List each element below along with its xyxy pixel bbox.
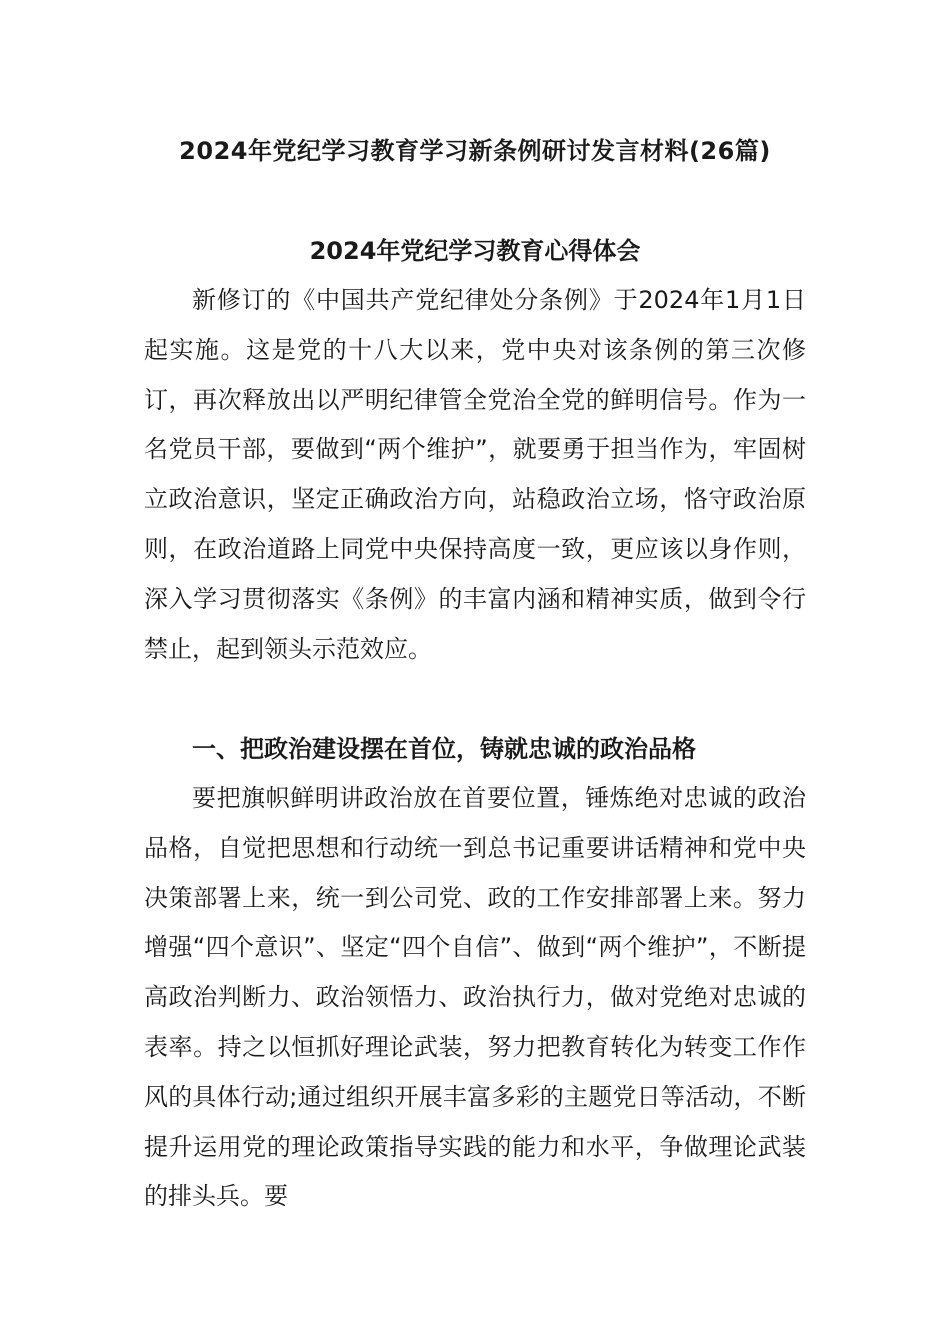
- document-title: 2024年党纪学习教育学习新条例研讨发言材料(26篇): [179, 137, 771, 165]
- body-paragraph-1: 新修订的《中国共产党纪律处分条例》于2024年1月1日起实施。这是党的十八大以来，党中央对该条例的第三次修订，再次释放出以严明纪律管全党治全党的鲜明信号。作为一名党员干部，要做到“两个维护”，就要勇于担当作为，牢固树立政治意识，坚定正确政治方向，站稳政治立场，恪守政治原则，在政治道路上同党中央保持高度一致，更应该以身作则，深入学习贯彻落实《条例》的丰富内涵和精神实质，做到令行禁止，起到领头示范效应。: [144, 286, 806, 663]
- section-title: 2024年党纪学习教育心得体会: [309, 237, 641, 265]
- subheading-1: 一、把政治建设摆在首位，铸就忠诚的政治品格: [192, 735, 696, 763]
- body-paragraph-2: 要把旗帜鲜明讲政治放在首要位置，锤炼绝对忠诚的政治品格，自觉把思想和行动统一到总书记重要讲话精神和党中央决策部署上来，统一到公司党、政的工作安排部署上来。努力增强“四个意识”、坚定“四个自信”、做到“两个维护”，不断提高政治判断力、政治领悟力、政治执行力，做对党绝对忠诚的表率。持之以恒抓好理论武装，努力把教育转化为转变工作作风的具体行动;通过组织开展丰富多彩的主题党日等活动，不断提升运用党的理论政策指导实践的能力和水平，争做理论武装的排头兵。要: [144, 784, 806, 1211]
